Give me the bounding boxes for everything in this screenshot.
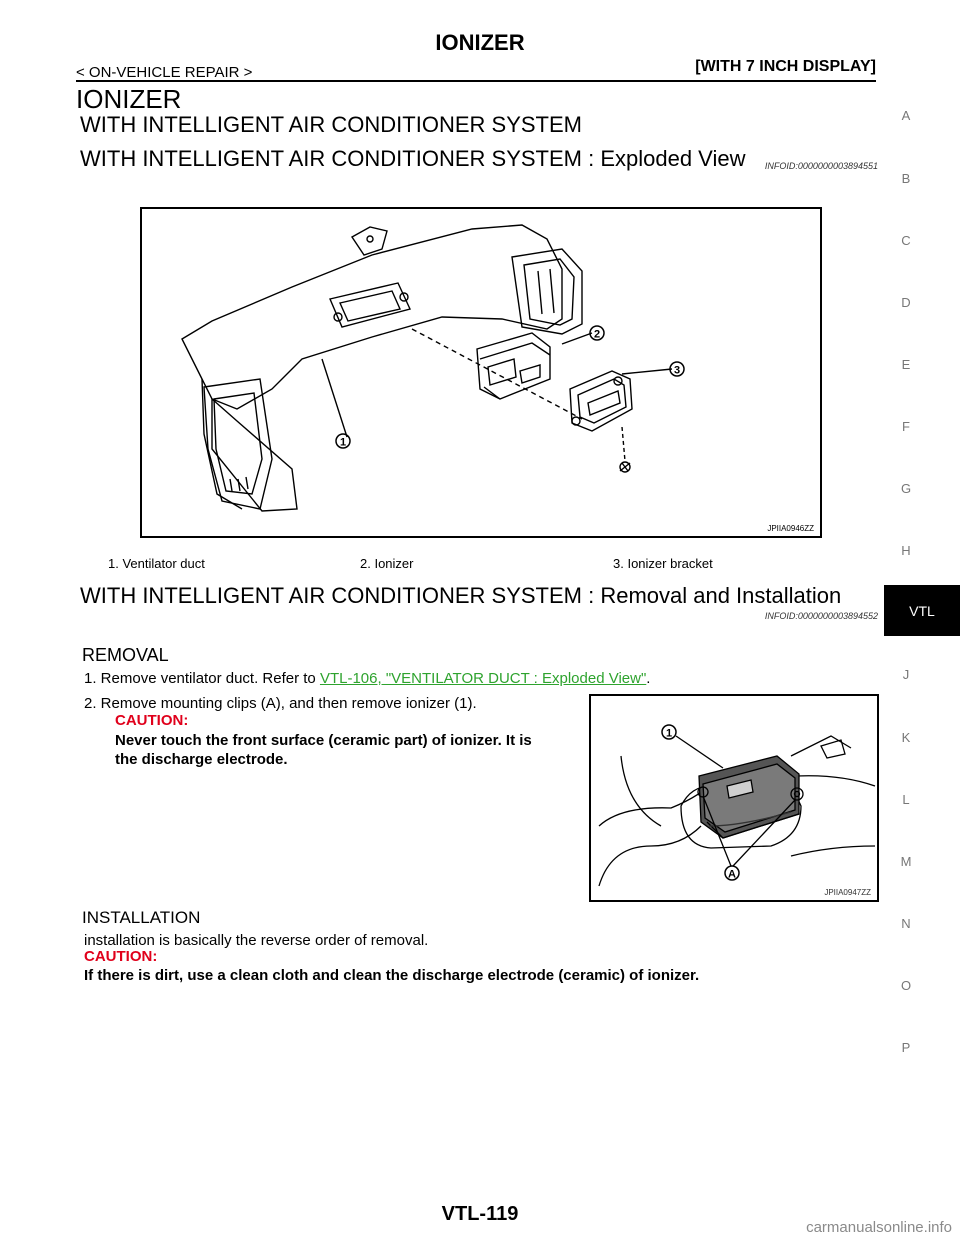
exploded-view-figure [140,207,822,538]
ionizer-removal-illustration [591,696,877,900]
removal-caution-line-2: the discharge electrode. [115,751,288,768]
callout-1 [336,434,350,449]
header-category: < ON-VEHICLE REPAIR > [76,64,253,81]
installation-text: installation is basically the reverse order of removal. [84,932,429,949]
header-rule [76,80,876,82]
side-index-p[interactable]: P [901,1040,911,1055]
topic-exploded-view-title: WITH INTELLIGENT AIR CONDITIONER SYSTEM : Exploded View [80,146,746,171]
svg-text:1: 1 [339,436,347,449]
side-index-e[interactable]: E [901,357,911,372]
legend-item-ionizer-bracket: 3. Ionizer bracket [613,556,713,571]
topic-removal-installation-title: WITH INTELLIGENT AIR CONDITIONER SYSTEM : Removal and Installation [80,583,842,608]
topic-removal-installation-infoid: INFOID:0000000003894552 [764,611,878,621]
side-index-vtl-active[interactable]: VTL [884,585,960,636]
figure1-code: JPIIA0946ZZ [767,524,814,533]
side-index-a[interactable]: A [901,108,911,123]
side-index-d[interactable]: D [901,295,911,310]
side-index-n[interactable]: N [901,916,911,931]
page-number: VTL-119 [441,1203,519,1225]
header-variant: [WITH 7 INCH DISPLAY] [695,58,876,75]
topic-exploded-view-infoid: INFOID:0000000003894551 [764,161,878,171]
side-index-f[interactable]: F [902,419,910,434]
installation-caution-text: If there is dirt, use a clean cloth and clean the discharge electrode (ceramic) of ionizer. [84,967,700,984]
side-index-m[interactable]: M [900,854,912,869]
removal-caution-line-1: Never touch the front surface (ceramic part) of ionizer. It is [115,732,532,749]
callout-2 [590,326,604,341]
callout-1 [662,725,676,740]
removal-step-1: 1. Remove ventilator duct. Refer to VTL-106, "VENTILATOR DUCT : Exploded View". [84,670,651,687]
removal-heading: REMOVAL [82,645,169,665]
side-index-l[interactable]: L [902,792,910,807]
legend-item-ventilator-duct: 1. Ventilator duct [108,556,205,571]
svg-text:A: A [728,868,736,881]
side-index-b[interactable]: B [901,171,911,186]
side-index-o[interactable]: O [900,978,912,993]
side-index-c[interactable]: C [901,233,911,248]
side-index-g[interactable]: G [900,481,912,496]
page-header-title: IONIZER [435,30,525,55]
side-index-j[interactable]: J [902,667,910,682]
callout-a [725,866,739,881]
figure2-code: JPIIA0947ZZ [824,888,871,897]
reference-link-ventilator-duct[interactable]: VTL-106, "VENTILATOR DUCT : Exploded View" [319,670,647,687]
legend-item-ionizer: 2. Ionizer [360,556,414,571]
ionizer-removal-figure [589,694,879,902]
removal-step-2: 2. Remove mounting clips (A), and then remove ionizer (1). [84,695,477,712]
watermark: carmanualsonline.info [806,1219,952,1236]
subsection-title: WITH INTELLIGENT AIR CONDITIONER SYSTEM [80,112,582,137]
removal-caution-label: CAUTION: [115,712,189,729]
installation-caution-label: CAUTION: [84,948,158,965]
svg-text:1: 1 [665,727,673,740]
svg-text:3: 3 [673,364,681,377]
exploded-view-illustration [142,209,820,536]
callout-3 [670,362,684,377]
section-title: IONIZER [76,84,182,114]
installation-heading: INSTALLATION [82,908,201,927]
side-index-h[interactable]: H [901,543,911,558]
side-index-k[interactable]: K [901,730,911,745]
svg-text:2: 2 [593,328,601,341]
